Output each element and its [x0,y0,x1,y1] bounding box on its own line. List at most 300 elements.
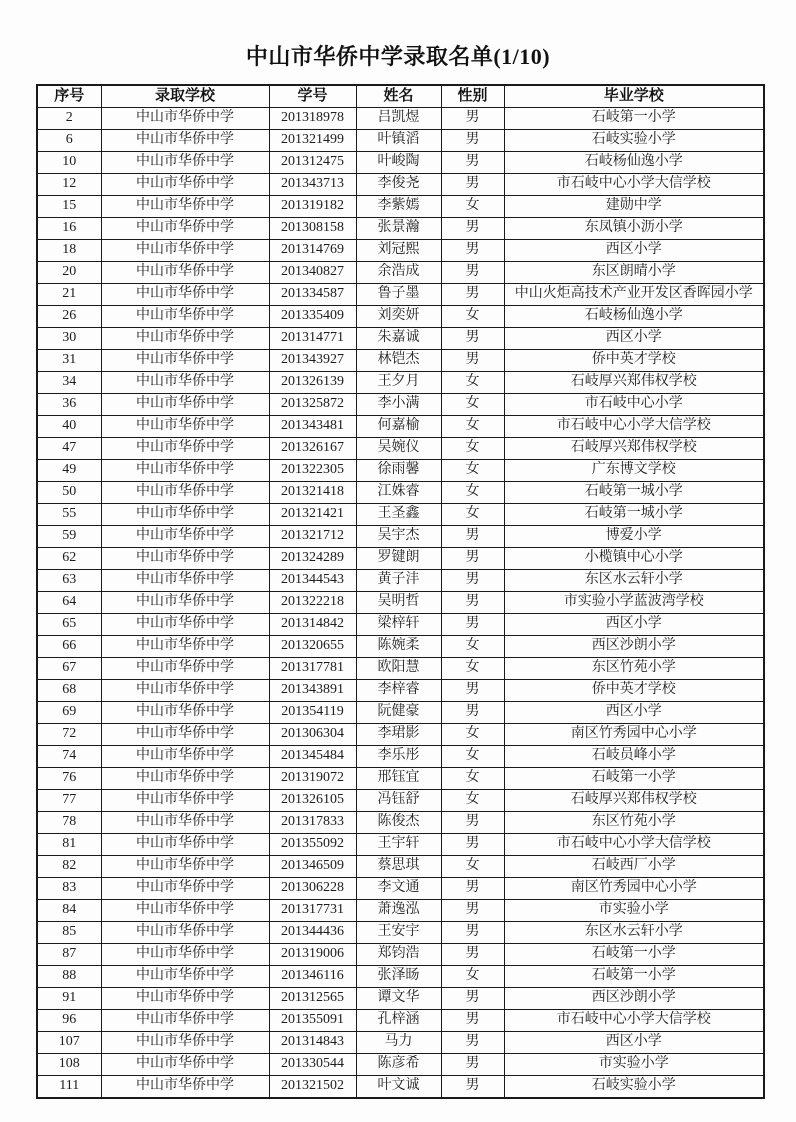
column-header-gender: 性别 [441,85,504,108]
cell-gender: 男 [441,240,504,262]
cell-student-id: 201326167 [269,438,356,460]
cell-admit-school: 中山市华侨中学 [101,1032,269,1054]
cell-serial-number: 72 [37,724,101,746]
cell-name: 欧阳慧 [356,658,441,680]
cell-gender: 女 [441,856,504,878]
table-row [37,636,764,658]
cell-name: 马力 [356,1032,441,1054]
cell-admit-school: 中山市华侨中学 [101,856,269,878]
cell-student-id: 201355091 [269,1010,356,1032]
cell-student-id: 201340827 [269,262,356,284]
cell-serial-number: 77 [37,790,101,812]
table-row [37,306,764,328]
cell-gender: 女 [441,306,504,328]
cell-gender: 女 [441,394,504,416]
cell-name: 谭文华 [356,988,441,1010]
cell-graduate-school: 西区沙朗小学 [504,988,764,1010]
table-row [37,746,764,768]
cell-student-id: 201318978 [269,108,356,130]
cell-name: 刘冠熙 [356,240,441,262]
cell-gender: 女 [441,768,504,790]
table-row [37,152,764,174]
cell-serial-number: 68 [37,680,101,702]
cell-graduate-school: 南区竹秀园中心小学 [504,724,764,746]
cell-admit-school: 中山市华侨中学 [101,746,269,768]
cell-name: 李珺影 [356,724,441,746]
table-row [37,108,764,130]
cell-student-id: 201314769 [269,240,356,262]
cell-graduate-school: 市石岐中心小学 [504,394,764,416]
cell-gender: 男 [441,152,504,174]
cell-graduate-school: 东区水云轩小学 [504,922,764,944]
cell-graduate-school: 小榄镇中心小学 [504,548,764,570]
cell-admit-school: 中山市华侨中学 [101,614,269,636]
cell-name: 李紫嫣 [356,196,441,218]
table-row [37,790,764,812]
cell-gender: 女 [441,196,504,218]
admission-table [36,84,765,1099]
cell-graduate-school: 市石岐中心小学大信学校 [504,174,764,196]
cell-serial-number: 64 [37,592,101,614]
cell-gender: 男 [441,944,504,966]
cell-student-id: 201324289 [269,548,356,570]
cell-gender: 男 [441,570,504,592]
cell-name: 叶峻陶 [356,152,441,174]
cell-admit-school: 中山市华侨中学 [101,174,269,196]
cell-graduate-school: 石岐实验小学 [504,1076,764,1099]
cell-admit-school: 中山市华侨中学 [101,702,269,724]
table-row [37,702,764,724]
cell-admit-school: 中山市华侨中学 [101,328,269,350]
cell-graduate-school: 石岐第一小学 [504,768,764,790]
cell-serial-number: 82 [37,856,101,878]
table-row [37,350,764,372]
column-header-admit-school: 录取学校 [101,85,269,108]
cell-gender: 男 [441,614,504,636]
cell-student-id: 201346509 [269,856,356,878]
cell-gender: 男 [441,812,504,834]
cell-serial-number: 6 [37,130,101,152]
table-row [37,174,764,196]
cell-gender: 男 [441,1054,504,1076]
cell-gender: 男 [441,174,504,196]
cell-name: 王宇轩 [356,834,441,856]
cell-graduate-school: 石岐厚兴郑伟权学校 [504,372,764,394]
cell-admit-school: 中山市华侨中学 [101,900,269,922]
table-row [37,658,764,680]
column-header-graduate-school: 毕业学校 [504,85,764,108]
table-row [37,416,764,438]
cell-graduate-school: 石岐厚兴郑伟权学校 [504,438,764,460]
cell-serial-number: 20 [37,262,101,284]
cell-name: 邢钰宜 [356,768,441,790]
cell-student-id: 201321499 [269,130,356,152]
table-row [37,878,764,900]
cell-gender: 女 [441,504,504,526]
cell-name: 徐雨馨 [356,460,441,482]
cell-gender: 男 [441,1010,504,1032]
cell-graduate-school: 西区小学 [504,1032,764,1054]
cell-graduate-school: 西区小学 [504,240,764,262]
cell-admit-school: 中山市华侨中学 [101,592,269,614]
table-row [37,526,764,548]
column-header-serial-number: 序号 [37,85,101,108]
cell-admit-school: 中山市华侨中学 [101,768,269,790]
cell-graduate-school: 中山火炬高技术产业开发区香晖园小学 [504,284,764,306]
cell-admit-school: 中山市华侨中学 [101,1010,269,1032]
cell-serial-number: 2 [37,108,101,130]
table-row [37,1032,764,1054]
cell-student-id: 201326105 [269,790,356,812]
cell-serial-number: 40 [37,416,101,438]
cell-admit-school: 中山市华侨中学 [101,218,269,240]
cell-student-id: 201319006 [269,944,356,966]
table-row [37,900,764,922]
cell-admit-school: 中山市华侨中学 [101,658,269,680]
cell-admit-school: 中山市华侨中学 [101,196,269,218]
cell-name: 吴婉仪 [356,438,441,460]
cell-serial-number: 65 [37,614,101,636]
cell-name: 陈彦希 [356,1054,441,1076]
cell-admit-school: 中山市华侨中学 [101,834,269,856]
cell-name: 萧逸泓 [356,900,441,922]
cell-graduate-school: 广东博文学校 [504,460,764,482]
cell-gender: 男 [441,1076,504,1099]
table-row [37,130,764,152]
table-row [37,196,764,218]
cell-student-id: 201343927 [269,350,356,372]
cell-admit-school: 中山市华侨中学 [101,680,269,702]
cell-student-id: 201344436 [269,922,356,944]
table-row [37,240,764,262]
table-row [37,592,764,614]
cell-graduate-school: 东区竹苑小学 [504,658,764,680]
cell-student-id: 201325872 [269,394,356,416]
cell-name: 鲁子墨 [356,284,441,306]
cell-graduate-school: 市实验小学 [504,900,764,922]
cell-graduate-school: 西区沙朗小学 [504,636,764,658]
cell-name: 张景瀚 [356,218,441,240]
cell-gender: 男 [441,922,504,944]
cell-name: 孔梓涵 [356,1010,441,1032]
table-row [37,988,764,1010]
cell-serial-number: 81 [37,834,101,856]
cell-serial-number: 83 [37,878,101,900]
page-title: 中山市华侨中学录取名单(1/10) [245,44,551,69]
cell-admit-school: 中山市华侨中学 [101,988,269,1010]
cell-gender: 男 [441,328,504,350]
cell-graduate-school: 东区朗晴小学 [504,262,764,284]
cell-student-id: 201326139 [269,372,356,394]
cell-name: 黄子沣 [356,570,441,592]
cell-student-id: 201343713 [269,174,356,196]
cell-name: 李梓睿 [356,680,441,702]
cell-gender: 女 [441,460,504,482]
cell-gender: 女 [441,482,504,504]
cell-admit-school: 中山市华侨中学 [101,416,269,438]
header-row [37,85,764,108]
cell-student-id: 201314771 [269,328,356,350]
cell-admit-school: 中山市华侨中学 [101,438,269,460]
cell-graduate-school: 西区小学 [504,702,764,724]
cell-serial-number: 111 [37,1076,101,1099]
cell-student-id: 201312475 [269,152,356,174]
column-header-name: 姓名 [356,85,441,108]
cell-gender: 女 [441,416,504,438]
cell-serial-number: 50 [37,482,101,504]
cell-student-id: 201344543 [269,570,356,592]
table-row [37,460,764,482]
cell-serial-number: 55 [37,504,101,526]
cell-student-id: 201320655 [269,636,356,658]
cell-serial-number: 76 [37,768,101,790]
cell-name: 李乐彤 [356,746,441,768]
cell-student-id: 201345484 [269,746,356,768]
cell-gender: 男 [441,130,504,152]
cell-admit-school: 中山市华侨中学 [101,262,269,284]
cell-serial-number: 96 [37,1010,101,1032]
table-row [37,504,764,526]
cell-serial-number: 15 [37,196,101,218]
cell-graduate-school: 石岐员峰小学 [504,746,764,768]
cell-gender: 女 [441,372,504,394]
cell-admit-school: 中山市华侨中学 [101,548,269,570]
table-row [37,614,764,636]
column-header-student-id: 学号 [269,85,356,108]
cell-serial-number: 31 [37,350,101,372]
table-row [37,218,764,240]
cell-graduate-school: 石岐第一城小学 [504,504,764,526]
table-row [37,944,764,966]
cell-name: 郑钧浩 [356,944,441,966]
cell-gender: 男 [441,834,504,856]
cell-student-id: 201317833 [269,812,356,834]
cell-student-id: 201335409 [269,306,356,328]
cell-admit-school: 中山市华侨中学 [101,570,269,592]
cell-student-id: 201322305 [269,460,356,482]
cell-name: 阮健豪 [356,702,441,724]
table-row [37,548,764,570]
cell-serial-number: 69 [37,702,101,724]
cell-serial-number: 62 [37,548,101,570]
cell-serial-number: 47 [37,438,101,460]
cell-student-id: 201317731 [269,900,356,922]
cell-student-id: 201317781 [269,658,356,680]
table-row [37,922,764,944]
cell-graduate-school: 石岐厚兴郑伟权学校 [504,790,764,812]
cell-gender: 女 [441,790,504,812]
cell-serial-number: 30 [37,328,101,350]
cell-student-id: 201321421 [269,504,356,526]
table-row [37,966,764,988]
cell-admit-school: 中山市华侨中学 [101,724,269,746]
cell-name: 李文通 [356,878,441,900]
cell-student-id: 201354119 [269,702,356,724]
cell-name: 王夕月 [356,372,441,394]
cell-graduate-school: 西区小学 [504,614,764,636]
table-row [37,680,764,702]
table-row [37,1054,764,1076]
cell-serial-number: 12 [37,174,101,196]
table-row [37,328,764,350]
cell-serial-number: 59 [37,526,101,548]
cell-gender: 男 [441,218,504,240]
cell-admit-school: 中山市华侨中学 [101,350,269,372]
cell-name: 吴明哲 [356,592,441,614]
cell-name: 余浩成 [356,262,441,284]
cell-student-id: 201312565 [269,988,356,1010]
cell-serial-number: 85 [37,922,101,944]
cell-name: 吴宇杰 [356,526,441,548]
cell-admit-school: 中山市华侨中学 [101,284,269,306]
cell-serial-number: 16 [37,218,101,240]
cell-name: 梁梓轩 [356,614,441,636]
cell-admit-school: 中山市华侨中学 [101,1076,269,1099]
cell-name: 张泽旸 [356,966,441,988]
cell-student-id: 201346116 [269,966,356,988]
cell-serial-number: 21 [37,284,101,306]
cell-serial-number: 87 [37,944,101,966]
cell-name: 朱嘉诚 [356,328,441,350]
cell-student-id: 201330544 [269,1054,356,1076]
cell-name: 吕凯煜 [356,108,441,130]
cell-student-id: 201321418 [269,482,356,504]
cell-student-id: 201343891 [269,680,356,702]
cell-graduate-school: 市石岐中心小学大信学校 [504,1010,764,1032]
cell-serial-number: 36 [37,394,101,416]
cell-gender: 男 [441,1032,504,1054]
cell-admit-school: 中山市华侨中学 [101,966,269,988]
cell-gender: 女 [441,658,504,680]
table-row [37,768,764,790]
cell-serial-number: 34 [37,372,101,394]
cell-admit-school: 中山市华侨中学 [101,1054,269,1076]
table-row [37,570,764,592]
cell-serial-number: 18 [37,240,101,262]
cell-serial-number: 108 [37,1054,101,1076]
cell-name: 陈婉柔 [356,636,441,658]
cell-student-id: 201314842 [269,614,356,636]
cell-name: 王安宇 [356,922,441,944]
cell-student-id: 201334587 [269,284,356,306]
cell-admit-school: 中山市华侨中学 [101,922,269,944]
cell-gender: 男 [441,284,504,306]
cell-admit-school: 中山市华侨中学 [101,394,269,416]
cell-gender: 男 [441,878,504,900]
cell-gender: 男 [441,548,504,570]
cell-admit-school: 中山市华侨中学 [101,152,269,174]
table-row [37,394,764,416]
cell-gender: 女 [441,746,504,768]
cell-serial-number: 67 [37,658,101,680]
cell-graduate-school: 东凤镇小沥小学 [504,218,764,240]
cell-graduate-school: 市实验小学蓝波湾学校 [504,592,764,614]
cell-serial-number: 91 [37,988,101,1010]
cell-name: 林铠杰 [356,350,441,372]
cell-admit-school: 中山市华侨中学 [101,812,269,834]
cell-graduate-school: 东区竹苑小学 [504,812,764,834]
cell-admit-school: 中山市华侨中学 [101,944,269,966]
cell-name: 叶文诚 [356,1076,441,1099]
cell-graduate-school: 石岐杨仙逸小学 [504,306,764,328]
cell-name: 蔡思琪 [356,856,441,878]
cell-graduate-school: 石岐实验小学 [504,130,764,152]
cell-gender: 女 [441,438,504,460]
cell-admit-school: 中山市华侨中学 [101,108,269,130]
cell-admit-school: 中山市华侨中学 [101,130,269,152]
cell-graduate-school: 西区小学 [504,328,764,350]
cell-graduate-school: 侨中英才学校 [504,350,764,372]
table-row [37,284,764,306]
cell-serial-number: 26 [37,306,101,328]
cell-name: 叶镇滔 [356,130,441,152]
cell-gender: 男 [441,108,504,130]
table-row [37,1010,764,1032]
cell-student-id: 201314843 [269,1032,356,1054]
cell-serial-number: 88 [37,966,101,988]
cell-graduate-school: 东区水云轩小学 [504,570,764,592]
cell-gender: 男 [441,988,504,1010]
cell-student-id: 201321712 [269,526,356,548]
cell-graduate-school: 石岐第一小学 [504,108,764,130]
cell-name: 刘奕妍 [356,306,441,328]
cell-gender: 男 [441,680,504,702]
cell-serial-number: 66 [37,636,101,658]
cell-graduate-school: 南区竹秀园中心小学 [504,878,764,900]
cell-graduate-school: 市石岐中心小学大信学校 [504,834,764,856]
cell-serial-number: 63 [37,570,101,592]
cell-name: 江姝睿 [356,482,441,504]
table-row [37,856,764,878]
cell-serial-number: 78 [37,812,101,834]
cell-graduate-school: 石岐第一小学 [504,966,764,988]
table-row [37,724,764,746]
cell-admit-school: 中山市华侨中学 [101,636,269,658]
cell-admit-school: 中山市华侨中学 [101,526,269,548]
cell-graduate-school: 石岐杨仙逸小学 [504,152,764,174]
cell-student-id: 201306228 [269,878,356,900]
cell-graduate-school: 侨中英才学校 [504,680,764,702]
cell-admit-school: 中山市华侨中学 [101,482,269,504]
cell-graduate-school: 石岐西厂小学 [504,856,764,878]
cell-student-id: 201322218 [269,592,356,614]
cell-gender: 男 [441,592,504,614]
cell-name: 何嘉榆 [356,416,441,438]
cell-graduate-school: 石岐第一小学 [504,944,764,966]
cell-serial-number: 84 [37,900,101,922]
table-row [37,262,764,284]
table-row [37,372,764,394]
cell-student-id: 201306304 [269,724,356,746]
cell-gender: 女 [441,724,504,746]
cell-student-id: 201319182 [269,196,356,218]
cell-gender: 女 [441,636,504,658]
cell-graduate-school: 石岐第一城小学 [504,482,764,504]
cell-graduate-school: 建勋中学 [504,196,764,218]
cell-gender: 男 [441,350,504,372]
table-row [37,812,764,834]
cell-name: 李俊尧 [356,174,441,196]
cell-admit-school: 中山市华侨中学 [101,504,269,526]
cell-gender: 男 [441,262,504,284]
cell-student-id: 201321502 [269,1076,356,1099]
cell-name: 陈俊杰 [356,812,441,834]
cell-name: 冯钰舒 [356,790,441,812]
cell-name: 李小满 [356,394,441,416]
cell-graduate-school: 市石岐中心小学大信学校 [504,416,764,438]
cell-admit-school: 中山市华侨中学 [101,878,269,900]
cell-admit-school: 中山市华侨中学 [101,306,269,328]
